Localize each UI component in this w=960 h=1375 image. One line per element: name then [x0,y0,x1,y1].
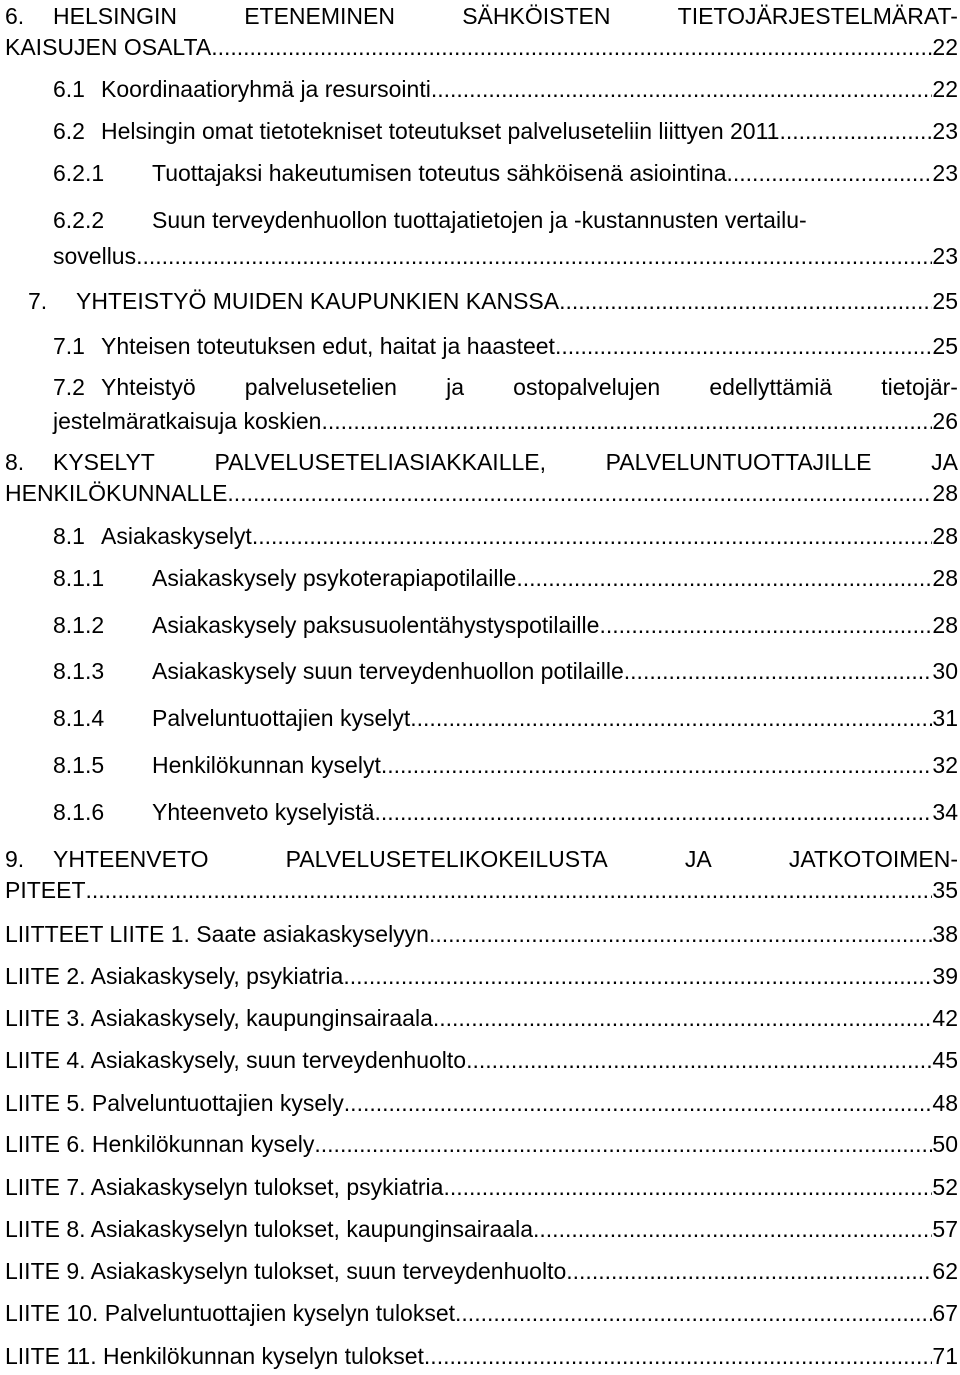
toc-page: 28 [932,480,958,506]
toc-page: 25 [932,288,958,314]
toc-title: LIITE 11. Henkilökunnan kyselyn tulokset [5,1343,424,1369]
toc-title: LIITTEET LIITE 1. Saate asiakaskyselyyn [5,921,429,947]
toc-entry-8-1-6[interactable] [0,796,958,828]
toc-page: 52 [932,1174,958,1200]
leader-dots [136,240,932,272]
toc-number: 8. [5,449,25,475]
toc-entry-7-1[interactable] [0,330,958,362]
toc-page: 35 [932,877,958,903]
toc-title-cont: sovellus [53,243,137,269]
toc-title: LIITE 6. Henkilökunnan kysely [5,1131,315,1157]
toc-entry-8-1-2[interactable] [0,609,958,641]
toc-title: Asiakaskysely suun terveydenhuollon potilaille [152,658,624,684]
toc-title: KYSELYT PALVELUSETELIASIAKKAILLE, PALVELUNTUOTTAJILLE JA [53,449,958,475]
toc-entry-6-2[interactable] [0,115,958,147]
toc-page: 57 [932,1216,958,1242]
toc-title: Suun terveydenhuollon tuottajatietojen ja -kustannusten vertailu- [152,207,807,233]
toc-page: 34 [932,799,958,825]
toc-title: HELSINGIN ETENEMINEN SÄHKÖISTEN TIETOJÄRJESTELMÄRAT- [53,3,958,29]
toc-page: 22 [932,76,958,102]
leader-dots [516,562,932,594]
toc-title: Asiakaskysely psykoterapiapotilaille [152,565,517,591]
toc-page: 30 [932,658,958,684]
toc-page: 71 [932,1343,958,1369]
toc-page: 23 [932,118,958,144]
toc-page: 67 [932,1300,958,1326]
toc-page: 25 [932,333,958,359]
leader-dots [559,285,932,317]
leader-dots [410,702,932,734]
leader-dots [533,1213,932,1245]
toc-number: 8.1.4 [53,705,105,731]
toc-title: Tuottajaksi hakeutumisen toteutus sähköisenä asiointina [152,160,727,186]
toc-title: YHTEISTYÖ MUIDEN KAUPUNKIEN KANSSA [76,288,560,314]
toc-title-cont: HENKILÖKUNNALLE [5,480,228,506]
toc-entry-6-line1[interactable] [0,0,958,32]
toc-page: 45 [932,1047,958,1073]
leader-dots [314,1128,932,1160]
toc-page: 31 [932,705,958,731]
toc-page: 38 [932,921,958,947]
toc-entry-6-line2[interactable] [0,31,958,63]
toc-entry-6-2-2-line1[interactable] [0,204,958,236]
toc-entry-8-1-3[interactable] [0,655,958,687]
leader-dots [779,115,932,147]
leader-dots [321,405,932,437]
toc-entry-liite-7[interactable] [0,1171,958,1203]
toc-number: 7.1 [53,333,85,359]
toc-page: 39 [932,963,958,989]
toc-entry-liite-3[interactable] [0,1002,958,1034]
toc-number: 8.1.1 [53,565,105,591]
toc-entry-8-1-4[interactable] [0,702,958,734]
leader-dots [381,749,933,781]
toc-number: 6. [5,3,25,29]
toc-title: LIITE 2. Asiakaskysely, psykiatria [5,963,344,989]
toc-entry-8-1-5[interactable] [0,749,958,781]
toc-title: LIITE 3. Asiakaskysely, kaupunginsairaala [5,1005,433,1031]
leader-dots [566,1255,932,1287]
toc-title: Palveluntuottajien kyselyt [152,705,411,731]
leader-dots [211,31,932,63]
toc-page: 62 [932,1258,958,1284]
leader-dots [424,1340,932,1372]
toc-page: 23 [932,160,958,186]
toc-number: 8.1.5 [53,752,105,778]
toc-number: 6.1 [53,76,85,102]
leader-dots [227,477,932,509]
toc-number: 8.1 [53,523,85,549]
toc-title: Yhteisen toteutuksen edut, haitat ja haasteet [101,333,555,359]
toc-title: LIITE 7. Asiakaskyselyn tulokset, psykiatria [5,1174,444,1200]
leader-dots [433,1002,933,1034]
toc-page: 28 [932,565,958,591]
toc-entry-8-1-1[interactable] [0,562,958,594]
toc-entry-6-2-2-line2[interactable] [0,240,958,272]
toc-title: Helsingin omat tietotekniset toteutukset palveluseteliin liittyen 2011 [101,118,780,144]
toc-entry-8-line1[interactable] [0,446,958,478]
toc-page: 32 [932,752,958,778]
toc-title: LIITE 9. Asiakaskyselyn tulokset, suun terveydenhuolto [5,1258,567,1284]
toc-number: 7.2 [53,374,85,400]
toc-entry-liite-4[interactable] [0,1044,958,1076]
toc-entry-liite-5[interactable] [0,1087,958,1119]
toc-entry-8-line2[interactable] [0,477,958,509]
toc-title: LIITE 4. Asiakaskysely, suun terveydenhuolto [5,1047,467,1073]
leader-dots [443,1171,932,1203]
leader-dots [343,960,932,992]
toc-title: Henkilökunnan kyselyt [152,752,381,778]
toc-entry-8-1[interactable] [0,520,958,552]
leader-dots [252,520,933,552]
leader-dots [727,157,933,189]
toc-entry-9-line1[interactable] [0,843,958,875]
toc-title: Koordinaatioryhmä ja resursointi [101,76,431,102]
toc-number: 8.1.6 [53,799,105,825]
leader-dots [599,609,932,641]
toc-entry-7-2-line1[interactable] [0,371,958,403]
leader-dots [374,796,932,828]
toc-entry-liite-9[interactable] [0,1255,958,1287]
toc-entry-liite-1[interactable] [0,918,958,950]
toc-title: LIITE 10. Palveluntuottajien kyselyn tulokset [5,1300,456,1326]
toc-entry-7-2-line2[interactable] [0,405,958,437]
toc-page: 26 [932,408,958,434]
leader-dots [624,655,933,687]
toc-entry-liite-2[interactable] [0,960,958,992]
leader-dots [555,330,932,362]
toc-entry-liite-11[interactable] [0,1340,958,1372]
toc-entry-7[interactable] [0,285,958,317]
toc-page: 22 [932,34,958,60]
toc-title: LIITE 5. Palveluntuottajien kysely [5,1090,344,1116]
leader-dots [344,1087,933,1119]
toc-page: 28 [932,523,958,549]
toc-number: 6.2 [53,118,85,144]
toc-title: Asiakaskyselyt [101,523,252,549]
leader-dots [466,1044,932,1076]
toc-title: Yhteenveto kyselyistä [152,799,375,825]
toc-number: 6.2.2 [53,207,105,233]
toc-entry-6-2-1[interactable] [0,157,958,189]
toc-number: 7. [28,288,48,314]
toc-page: 23 [932,243,958,269]
toc-number: 8.1.2 [53,612,105,638]
toc-page: 48 [932,1090,958,1116]
toc-entry-9-line2[interactable] [0,874,958,906]
toc-title-cont: jestelmäratkaisuja koskien [53,408,322,434]
toc-title-cont: KAISUJEN OSALTA [5,34,212,60]
toc-page: 28 [932,612,958,638]
toc-number: 8.1.3 [53,658,105,684]
toc-title: Yhteistyö palvelusetelien ja ostopalvelujen edellyttämiä tietojär- [101,374,958,400]
leader-dots [431,73,933,105]
toc-entry-liite-8[interactable] [0,1213,958,1245]
leader-dots [86,874,933,906]
leader-dots [429,918,932,950]
toc-title-cont: PITEET [5,877,86,903]
toc-number: 9. [5,846,25,872]
toc-title: Asiakaskysely paksusuolentähystyspotilaille [152,612,600,638]
toc-page: 42 [932,1005,958,1031]
toc-entry-liite-6[interactable] [0,1128,958,1160]
toc-entry-6-1[interactable] [0,73,958,105]
toc-number: 6.2.1 [53,160,105,186]
leader-dots [455,1297,932,1329]
toc-title: LIITE 8. Asiakaskyselyn tulokset, kaupunginsairaala [5,1216,534,1242]
toc-entry-liite-10[interactable] [0,1297,958,1329]
toc-page: 50 [932,1131,958,1157]
toc-title: YHTEENVETO PALVELUSETELIKOKEILUSTA JA JATKOTOIMEN- [53,846,958,872]
